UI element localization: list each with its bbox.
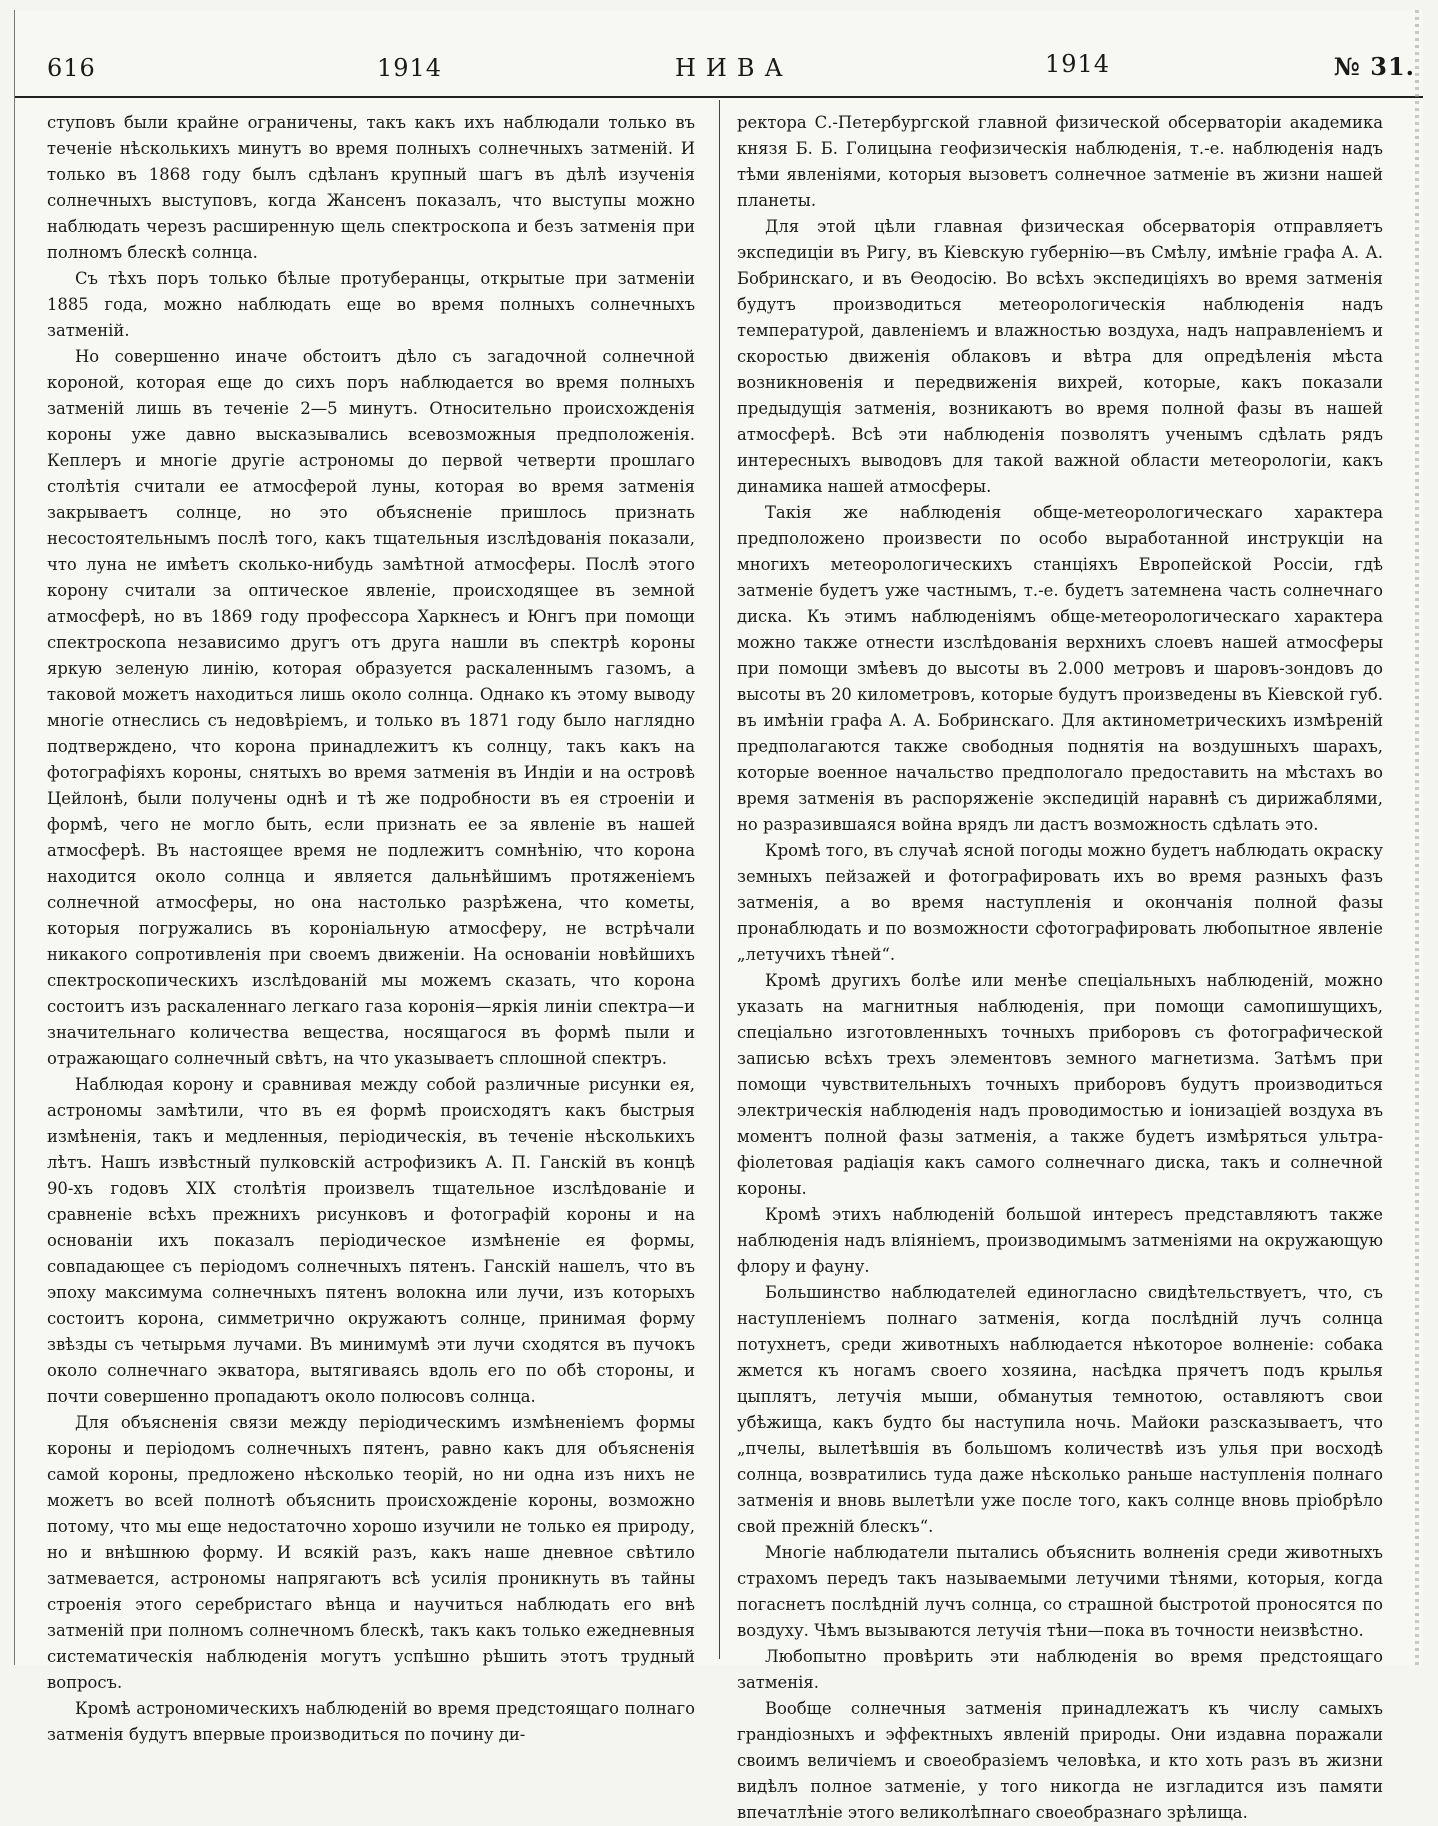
paragraph: Кромѣ этихъ наблюденій большой интересъ представляютъ также наблюденія надъ вліяніемъ, производимымъ затменіями на окружающую флору и фауну. <box>737 1205 1383 1276</box>
left-column <box>47 110 695 1744</box>
paragraph: Большинство наблюдателей единогласно свидѣтельствуетъ, что, съ наступленіемъ полнаго затменія, когда послѣдній лучъ солнца потухнетъ, среди животныхъ наблюдается нѣкоторое волненіе: собака жмется къ ногамъ своего хозяина, насѣдка прячетъ подъ крылья цыплятъ, летучія мыши, обманутыя темнотою, оставляютъ свои убѣжища, какъ будто бы наступила ночь. Майоки разсказываетъ, что „пчелы, вылетѣвшія въ большомъ количествѣ изъ улья при восходѣ солнца, возвратились туда даже нѣсколько раньше наступленія полнаго затменія и вновь вылетѣли уже после того, какъ солнце вновь пріобрѣло свой прежній блескъ“. <box>737 1283 1383 1536</box>
paragraph: Кромѣ того, въ случаѣ ясной погоды можно будетъ наблюдать окраску земныхъ пейзажей и фотографировать ихъ во время разныхъ фазъ затменія, а во время наступленія и окончанія полной фазы пронаблюдать и по возможности сфотографировать любопытное явленіе „летучихъ тѣней“. <box>737 841 1384 964</box>
paragraph: Кромѣ другихъ болѣе или менѣе спеціальныхъ наблюденій, можно указать на магнитныя наблюденія, при помощи самопишущихъ, спеціально изготовленныхъ точныхъ приборовъ съ фотографической записью всѣхъ трехъ элементовъ земного магнетизма. Затѣмъ при помощи чувствительныхъ точныхъ приборовъ будутъ производиться электрическія наблюденія надъ проводимостью и іонизаціей воздуха въ моментъ полной фазы затменія, а также будетъ измѣряться ультра-фіолетовая радіація какъ самого солнечнаго диска, такъ и солнечной короны. <box>737 971 1383 1198</box>
right-column <box>737 110 1384 1822</box>
paragraph: Такія же наблюденія обще-метеорологическаго характера предположено произвести по особо выработанной инструкціи на многихъ метеорологическихъ станціяхъ Европейской Россіи, гдѣ затменіе будетъ уже частнымъ, т.-е. будетъ затемнена часть солнечнаго диска. Къ этимъ наблюденіямъ обще-метеорологическаго характера можно также отнести изслѣдованія верхнихъ слоевъ нашей атмосферы при помощи змѣевъ до высоты въ 2.000 метровъ и шаровъ-зондовъ до высоты въ 20 километровъ, которые будутъ произведены въ Кіевской губ. въ имѣніи графа А. А. Бобринскаго. Для актинометрическихъ измѣреній предполагаются также свободныя поднятія на воздушныхъ шарахъ, которые военное начальство предпологало предоставить на мѣстахъ во время затменія въ распоряженіе экспедицій наравнѣ съ дирижаблями, но разразившаяся война врядъ ли дастъ возможность сдѣлать это. <box>737 503 1383 834</box>
paragraph: Наблюдая корону и сравнивая между собой различные рисунки ея, астрономы замѣтили, что въ ея формѣ происходятъ какъ быстрыя измѣненія, такъ и медленныя, періодическія, въ теченіе нѣсколькихъ лѣтъ. Нашъ извѣстный пулковскій астрофизикъ А. П. Ганскій въ концѣ 90-хъ годовъ XIX столѣтія произвелъ тщательное изслѣдованіе и сравненіе всѣхъ прежнихъ рисунковъ и фотографій короны и на основаніи ихъ показалъ періодическое измѣненіе ея формы, совпадающее съ періодомъ солнечныхъ пятенъ. Ганскій нашелъ, что въ эпоху максимума солнечныхъ пятенъ волокна или лучи, изъ которыхъ состоитъ корона, симметрично окружаютъ солнце, принимая форму звѣзды съ четырьмя лучами. Въ минимумѣ эти лучи сходятся въ пучокъ около солнечнаго экватора, вытягиваясь вдоль его по обѣ стороны, и почти совершенно пропадаютъ около полюсовъ солнца. <box>47 1075 695 1406</box>
paragraph: Любопытно провѣрить эти наблюденія во время предстоящаго затменія. <box>737 1647 1383 1692</box>
paragraph: Кромѣ астрономическихъ наблюденій во время предстоящаго полнаго затменія будутъ впервые производиться по почину ди- <box>47 1699 695 1744</box>
page-header <box>15 10 1423 98</box>
binding-edge <box>1415 10 1419 1665</box>
column-divider <box>719 100 720 1659</box>
year-right: 1914 <box>1045 50 1111 78</box>
paragraph: ступовъ были крайне ограничены, такъ какъ ихъ наблюдали только въ теченіе нѣсколькихъ минутъ во время полныхъ солнечныхъ затменій. И только въ 1868 году былъ сдѣланъ крупный шагъ въ дѣлѣ изученія солнечныхъ выступовъ, когда Жансенъ показалъ, что выступы можно наблюдать черезъ расширенную щель спектроскопа и безъ затменія при полномъ блескѣ солнца. <box>47 113 695 262</box>
magazine-page <box>14 10 1423 1822</box>
paragraph: Для объясненія связи между періодическимъ измѣненіемъ формы короны и періодомъ солнечныхъ пятенъ, равно какъ для объясненія самой короны, предложено нѣсколько теорій, но ни одна изъ нихъ не можетъ во всей полнотѣ объяснить происхожденіе короны, возможно потому, что мы еще недостаточно хорошо изучили не только ея природу, но и внѣшнюю форму. И всякій разъ, какъ наше дневное свѣтило затмевается, астрономы напрягаютъ всѣ усилія проникнуть въ тайны строенія этого серебристаго вѣнца и научиться наблюдать его внѣ затменій при полномъ солнечномъ блескѣ, такъ какъ только ежедневныя систематическія наблюденія могутъ успѣшно рѣшить этотъ трудный вопросъ. <box>47 1413 695 1692</box>
issue-number: № 31. <box>1333 52 1415 81</box>
paragraph: Для этой цѣли главная физическая обсерваторія отправляетъ экспедиціи въ Ригу, въ Кіевскую губернію—въ Смѣлу, имѣніе графа А. А. Бобринскаго, и въ Ѳеодосію. Во всѣхъ экспедиціяхъ во время затменія будутъ производиться метеорологическія наблюденія надъ температурой, давленіемъ и влажностью воздуха, надъ направленіемъ и скоростью движенія облаковъ и вѣтра для опредѣленія мѣста возникновенія и передвиженія вихрей, которые, какъ показали предыдущія затменія, возникаютъ во время полной фазы въ нашей атмосферѣ. Всѣ эти наблюденія позволятъ ученымъ сдѣлать рядъ интересныхъ выводовъ для такой важной области метеорологіи, какъ динамика нашей атмосферы. <box>737 217 1383 496</box>
paragraph: Съ тѣхъ поръ только бѣлые протуберанцы, открытые при затменіи 1885 года, можно наблюдать еще во время полныхъ солнечныхъ затменій. <box>47 269 695 340</box>
paragraph: Но совершенно иначе обстоитъ дѣло съ загадочной солнечной короной, которая еще до сихъ поръ наблюдается во время полныхъ затменій лишь въ теченіе 2—5 минутъ. Относительно происхожденія короны уже давно высказывались всевозможныя предположенія. Кеплеръ и многіе другіе астрономы до первой четверти прошлаго столѣтія считали ее атмосферой луны, которая во время затменія закрываетъ солнце, но это объясненіе пришлось признать несостоятельнымъ послѣ того, какъ тщательныя изслѣдованія показали, что луна не имѣетъ сколько-нибудь замѣтной атмосферы. Послѣ этого корону считали за оптическое явленіе, происходящее въ земной атмосферѣ, но въ 1869 году профессора Харкнесъ и Юнгъ при помощи спектроскопа независимо другъ отъ друга нашли въ спектрѣ короны яркую зеленую линію, которая образуется раскаленнымъ газомъ, а таковой можетъ находиться лишь около солнца. Однако къ этому выводу многіе отнеслись съ недовѣріемъ, и только въ 1871 году было наглядно подтверждено, что корона принадлежитъ къ солнцу, такъ какъ на фотографіяхъ короны, снятыхъ во время затменія въ Индіи и на островѣ Цейлонѣ, были получены однѣ и тѣ же подробности въ ея строеніи и формѣ, чего не могло быть, если признать ее за явленіе въ нашей атмосферѣ. Въ настоящее время не подлежитъ сомнѣнію, что корона находится около солнца и является дальнѣйшимъ протяженіемъ солнечной атмосферы, но она настолько разрѣжена, что кометы, которыя погружались въ короніальную атмосферу, не встрѣчали никакого сопротивленія при своемъ движеніи. На основаніи новѣйшихъ спектроскопическихъ изслѣдованій мы можемъ сказать, что корона состоитъ изъ раскаленнаго легкаго газа коронія—яркія линіи спектра—и значительнаго количества вещества, носящагося въ формѣ пыли и отражающаго солнечный свѣтъ, на что указываетъ сплошной спектръ. <box>47 347 695 1068</box>
paragraph: ректора С.-Петербургской главной физической обсерваторіи академика князя Б. Б. Голицына геофизическія наблюденія, т.-е. наблюденія надъ тѣми явленіями, которыя вызоветъ солнечное затменіе въ жизни нашей планеты. <box>737 113 1383 210</box>
paragraph: Вообще солнечныя затменія принадлежатъ къ числу самыхъ грандіозныхъ и эффектныхъ явленій природы. Они издавна поражали своимъ величіемъ и своеобразіемъ человѣка, и кто хоть разъ въ жизни видѣлъ полное затменіе, у того никогда не изгладится изъ памяти впечатлѣніе этого великолѣпнаго своеобразнаго зрѣлища. <box>737 1699 1383 1822</box>
magazine-title: НИВА <box>675 54 793 82</box>
page-number: 616 <box>47 54 96 82</box>
year-left: 1914 <box>377 54 443 82</box>
paragraph: Многіе наблюдатели пытались объяснить волненія среди животныхъ страхомъ передъ такъ называемыми летучими тѣнями, которыя, когда погаснетъ послѣдній лучъ солнца, со страшной быстротой проносятся по воздуху. Чѣмъ вызываются летучія тѣни—пока въ точности неизвѣстно. <box>737 1543 1383 1640</box>
